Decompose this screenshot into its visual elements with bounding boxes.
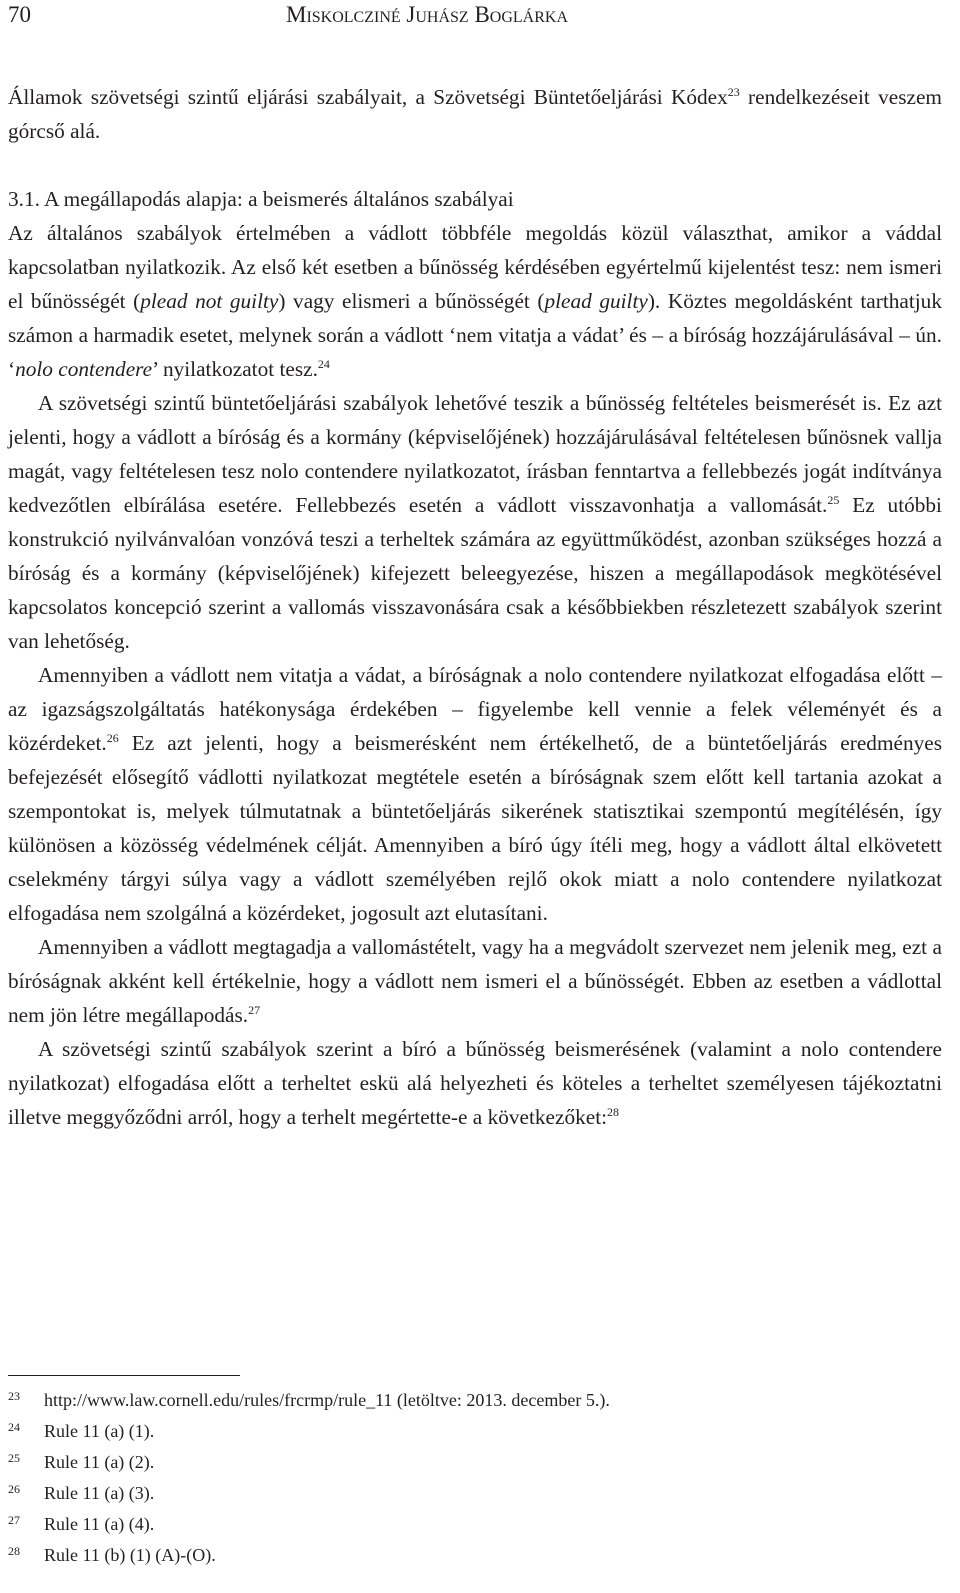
footnote-text: Rule 11 (b) (1) (A)-(O).	[44, 1545, 216, 1565]
intro-paragraph: Államok szövetségi szintű eljárási szabályait, a Szövetségi Büntetőeljárási Kódex$^{23}$ rendelkezéseit veszem górcső alá.	[8, 84, 942, 143]
footnote-number: 25	[8, 1451, 20, 1465]
footnotes	[8, 1385, 942, 1571]
running-author: Miskolcziné Juhász Boglárka	[286, 2, 569, 27]
footnote-ref[interactable]: 24	[317, 356, 330, 371]
footnote-text: Rule 11 (a) (1).	[44, 1421, 155, 1441]
paragraph-2: A szövetségi szintű büntetőeljárási szabályok lehetővé teszik a bűnösség feltételes beismerését is. Ez azt jelenti, hogy a vádlott a bíróság és a kormány (képviselőjének) hozzájárulásával feltételesen bűnösnek vallja magát, vagy feltételesen tesz nolo contendere nyilatkozatot, írásban fenntartva a fellebbezés jogát indítványa kedvezőtlen elbírálása esetére. Fellebbezés esetén a vádlott visszavonhatja a vallomását.$^{25}$ Ez utóbbi konstrukció nyilvánvalóan vonzóvá teszi a terheltek számára az együttműködést, azonban szükséges hozzá a bíróság és a kormány (képviselőjének) kifejezett beleegyezése, hiszen a megállapodások megkötésével kapcsolatos koncepció szerint a vallomás visszavonására csak a későbbiekben részletezett szabályok szerint van lehetőség.	[8, 391, 942, 653]
footnote-text: Rule 11 (a) (2).	[44, 1452, 155, 1472]
footnote-text: Rule 11 (a) (4).	[44, 1514, 155, 1534]
footnote-text[interactable]: http://www.law.cornell.edu/rules/frcrmp/rule_11 (letöltve: 2013. december 5.).	[44, 1390, 610, 1410]
page-number: 70	[8, 2, 31, 27]
paragraph-4: Amennyiben a vádlott megtagadja a vallomástételt, vagy ha a megvádolt szervezet nem jelenik meg, ezt a bíróságnak akként kell értékelnie, hogy a vádlott nem ismeri el a bűnösségét. Ebben az esetben a vádlottal nem jön létre megállapodás.$^{27}$	[8, 935, 942, 1027]
footnote-number: 26	[8, 1482, 20, 1496]
footnote-number: 27	[8, 1513, 20, 1527]
paragraph-5: A szövetségi szintű szabályok szerint a bíró a bűnösség beismerésének (valamint a nolo contendere nyilatkozat) elfogadása előtt a terheltet eskü alá helyezheti és köteles a terheltet személyesen tájékoztatni illetve meggyőződni arról, hogy a terhelt megértette-e a következőket:$^{28}$	[8, 1037, 942, 1129]
footnote	[8, 1509, 942, 1540]
footnote-ref[interactable]: 26	[106, 730, 119, 745]
footnote-text: Rule 11 (a) (3).	[44, 1483, 155, 1503]
footnote-number: 24	[8, 1420, 20, 1434]
footnote-separator	[8, 1375, 240, 1376]
footnote	[8, 1478, 942, 1509]
footnote-ref[interactable]: 27	[248, 1002, 261, 1017]
paragraph-3: Amennyiben a vádlott nem vitatja a vádat, a bíróságnak a nolo contendere nyilatkozat elfogadása előtt – az igazságszolgáltatás hatékonysága érdekében – figyelembe kell vennie a felek véleményét és a közérdeket.$^{26}$ Ez azt jelenti, hogy a beismerésként nem értékelhető, de a büntetőeljárás eredményes befejezését elősegítő vádlotti nyilatkozat megtétele esetén a bíróságnak szem előtt kell tartania azokat a szempontokat is, melyek túlmutatnak a büntetőeljárás sikerének statisztikai szempontú megítélésén, így különösen a közösség védelmének célját. Amennyiben a bíró úgy ítéli meg, hogy a vádlott által elkövetett cselekmény tárgyi súlya vagy a vádlott személyében rejlő okok miatt a nolo contendere nyilatkozat elfogadása nem szolgálná a közérdeket, jogosult azt elutasítani.	[8, 663, 942, 925]
paragraph-1: Az általános szabályok értelmében a vádlott többféle megoldás közül választhat, amikor a váddal kapcsolatban nyilatkozik. Az első két esetben a bűnösség kérdésében egyértelmű kijelentést tesz: nem ismeri el bűnösségét (plead not guilty) vagy elismeri a bűnösségét (plead guilty). Köztes megoldásként tarthatjuk számon a harmadik esetet, melynek során a vádlott ‘nem vitatja a vádat’ és – a bíróság hozzájárulásával – ún. ‘nolo contendere’ nyilatkozatot tesz.$^{24}$	[8, 221, 942, 381]
footnote-ref[interactable]: 25	[827, 492, 840, 507]
footnote-ref[interactable]: 23	[727, 84, 740, 99]
section-heading: 3.1. A megállapodás alapja: a beismerés általános szabályai	[8, 187, 514, 211]
footnote	[8, 1416, 942, 1447]
footnote	[8, 1447, 942, 1478]
footnote-ref[interactable]: 28	[607, 1104, 620, 1119]
running-header	[8, 2, 942, 34]
footnote	[8, 1385, 942, 1416]
footnote	[8, 1540, 942, 1571]
body-text	[8, 80, 942, 1134]
footnote-number: 23	[8, 1389, 20, 1403]
footnote-number: 28	[8, 1544, 20, 1558]
